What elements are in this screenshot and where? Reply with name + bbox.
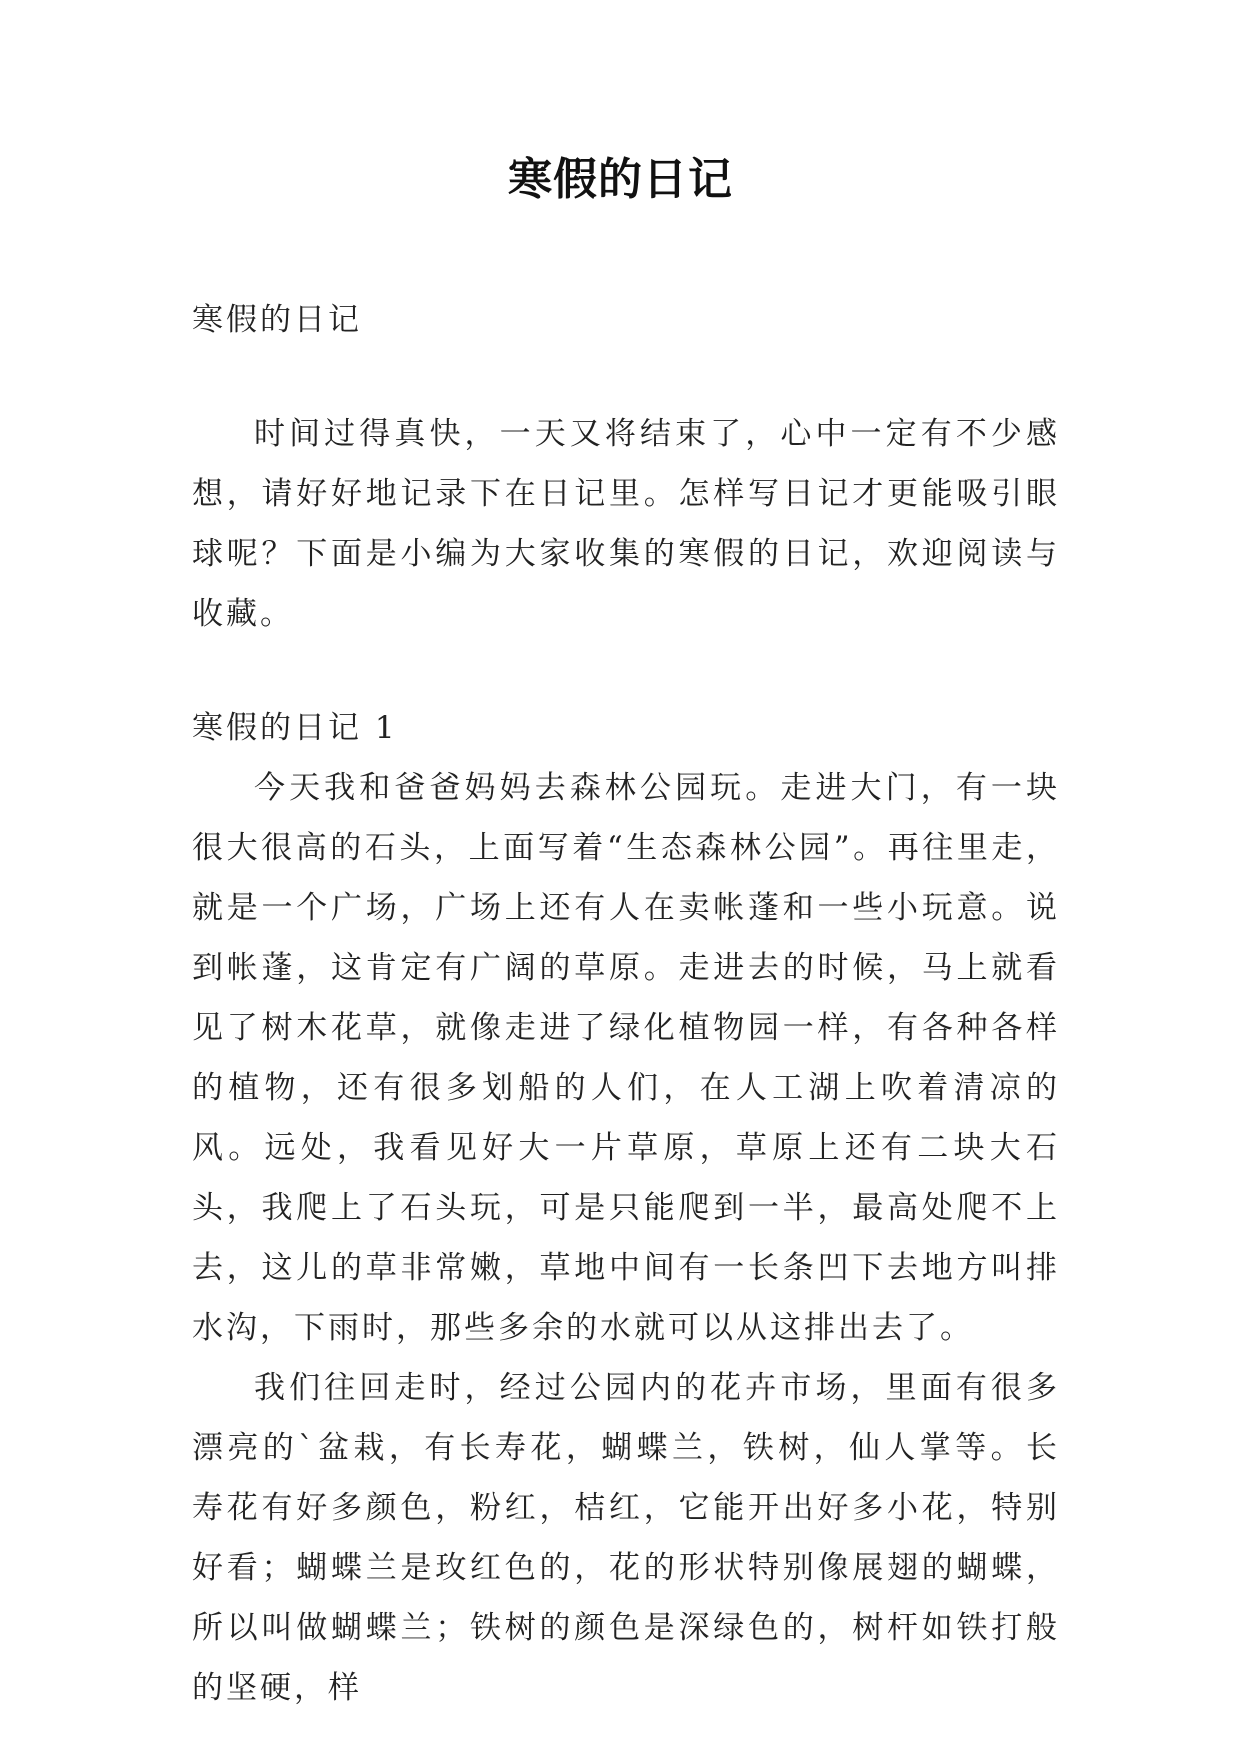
document-subtitle: 寒假的日记: [192, 302, 362, 338]
body-paragraph-2: 我们往回走时，经过公园内的花卉市场，里面有很多漂亮的`盆栽，有长寿花，蝴蝶兰，铁树，仙人掌等。长寿花有好多颜色，粉红，桔红，它能开出好多小花，特别好看；蝴蝶兰是玫红色的，花的形状特别像展翅的蝴蝶，所以叫做蝴蝶兰；铁树的颜色是深绿色的，树杆如铁打般的坚硬，样: [192, 1370, 1060, 1706]
body-paragraph-1: 今天我和爸爸妈妈去森林公园玩。走进大门，有一块很大很高的石头，上面写着“生态森林公园”。再往里走，就是一个广场，广场上还有人在卖帐蓬和一些小玩意。说到帐蓬，这肯定有广阔的草原。走进去的时候，马上就看见了树木花草，就像走进了绿化植物园一样，有各种各样的植物，还有很多划船的人们，在人工湖上吹着清凉的风。远处，我看见好大一片草原，草原上还有二块大石头，我爬上了石头玩，可是只能爬到一半，最高处爬不上去，这儿的草非常嫩，草地中间有一长条凹下去地方叫排水沟，下雨时，那些多余的水就可以从这排出去了。: [192, 770, 1060, 1346]
intro-paragraph: 时间过得真快，一天又将结束了，心中一定有不少感想，请好好地记录下在日记里。怎样写日记才更能吸引眼球呢？下面是小编为大家收集的寒假的日记，欢迎阅读与收藏。: [192, 416, 1060, 632]
document-body: [192, 290, 1060, 1718]
section-heading: 寒假的日记 1: [192, 710, 398, 746]
document-title: 寒假的日记: [508, 154, 733, 205]
